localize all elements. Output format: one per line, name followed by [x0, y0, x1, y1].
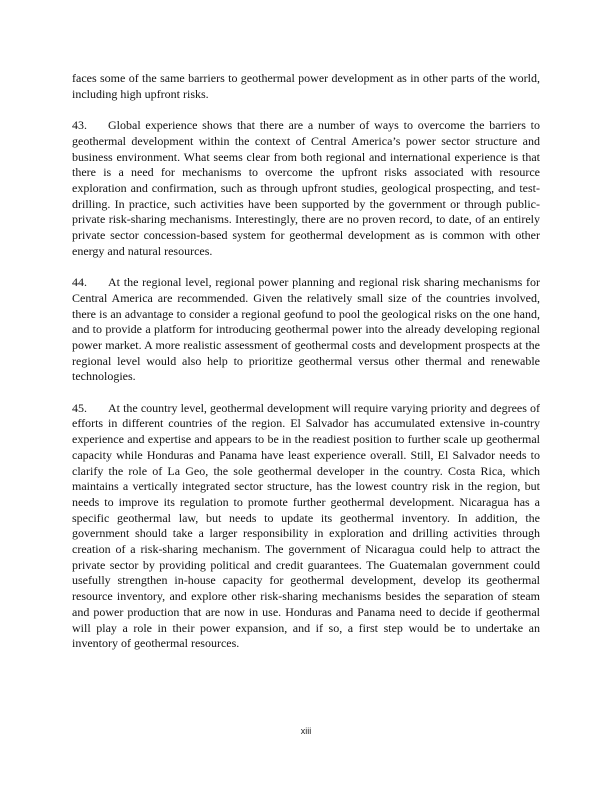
paragraph-number: 44.: [72, 275, 87, 290]
paragraph-44: [72, 275, 540, 385]
page-number: xiii: [300, 726, 312, 736]
paragraph-number: 43.: [72, 118, 87, 133]
paragraph-45: [72, 401, 540, 652]
paragraph-text: At the regional level, regional power planning and regional risk sharing mechanisms for Central America are recommended. Given the relatively small size of the countries involved, there is an advantage to consider a regional geofund to pool the geological risks on the one hand, and to provide a platform for introducing geothermal power into the already developing regional power market. A more realistic assessment of geothermal costs and development prospects at the regional level would also help to prioritize geothermal versus other thermal and renewable technologies.: [72, 275, 540, 384]
paragraph-text: At the country level, geothermal development will require varying priority and degrees of efforts in different countries of the region. El Salvador has accumulated extensive in-country experience and expertise and appears to be in the readiest position to further scale up geothermal capacity while Honduras and Panama have least experience overall. Still, El Salvador needs to clarify the role of La Geo, the sole geothermal developer in the country. Costa Rica, which maintains a vertically integrated sector structure, has the lowest country risk in the region, but needs to improve its regulation to promote further geothermal development. Nicaragua has a specific geothermal law, but needs to update its geothermal inventory. In addition, the government should take a larger responsibility in exploration and drilling activities through creation of a risk-sharing mechanism. The government of Nicaragua could help to attract the private sector by providing political and credit guarantees. The Guatemalan government could usefully strengthen in-house capacity for geothermal development, develop its geothermal resource inventory, and explore other risk-sharing mechanisms besides the separation of steam and power production that are now in use. Honduras and Panama need to decide if geothermal will play a role in their power expansion, and if so, a first step would be to undertake an inventory of geothermal resources.: [72, 400, 540, 651]
paragraph-text: faces some of the same barriers to geothermal power development as in other parts of the world, including high upfront risks.: [72, 71, 540, 101]
paragraph-43: [72, 118, 540, 259]
paragraph-text: Global experience shows that there are a number of ways to overcome the barriers to geothermal development within the context of Central America’s power sector structure and business environment. What seems clear from both regional and international experience is that there is a need for mechanisms to overcome the upfront risks associated with resource exploration and confirmation, such as through upfront studies, geological prospecting, and test-drilling. In practice, such activities have been supported by the government or through public-private risk-sharing mechanisms. Interestingly, there are no proven record, to date, of an entirely private sector concession-based system for geothermal development as is common with other energy and natural resources.: [72, 118, 540, 258]
page-body: [72, 71, 540, 668]
paragraph-number: 45.: [72, 400, 87, 415]
paragraph-continuation: [72, 71, 540, 102]
